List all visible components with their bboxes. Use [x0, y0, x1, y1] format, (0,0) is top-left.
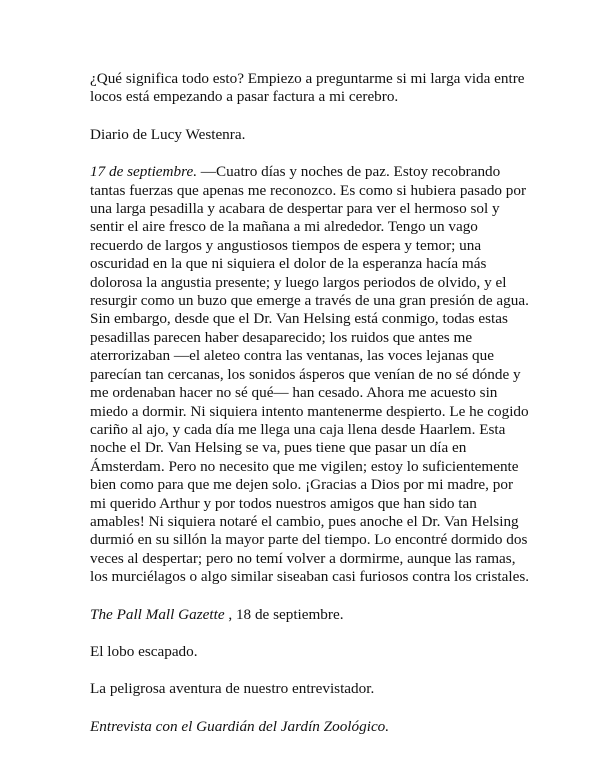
headline-interview: Entrevista con el Guardián del Jardín Zoológico.	[90, 717, 390, 735]
diary-entry	[90, 163, 530, 586]
document-page	[90, 70, 530, 755]
entry-text: —Cuatro días y noches de paz. Estoy recobrando tantas fuerzas que apenas me reconozco. Es como si hubiera pasado por una larga pesadilla y acabara de despertar para ver el hermoso sol y sentir el aire fresco de la mañana a mi alrededor. Tengo un vago recuerdo de largos y angustiosos tiempos de espera y temor; una oscuridad en la que ni siquiera el dolor de la esperanza hacía más dolorosa la angustia presente; y luego largos periodos de olvido, y el resurgir como un buzo que emerge a través de una gran presión de agua. Sin embargo, desde que el Dr. Van Helsing está conmigo, todas estas pesadillas parecen haber desaparecido; los ruidos que antes me aterrorizaban —el aleteo contra las ventanas, las voces lejanas que parecían tan cercanas, los sonidos ásperos que venían de no sé dónde y me ordenaban hacer no sé qué— han cesado. Ahora me acuesto sin miedo a dormir. Ni siquiera intento mantenerme despierto. Le he cogido cariño al ajo, y cada día me llega una caja llena desde Haarlem. Esta noche el Dr. Van Helsing se va, pues tiene que pasar un día en Ámsterdam. Pero no necesito que me vigilen; estoy lo suficientemente bien como para que me dejen solo. ¡Gracias a Dios por mi madre, por mi querido Arthur y por todos nuestros amigos que han sido tan amables! Ni siquiera notaré el cambio, pues anoche el Dr. Van Helsing durmió en su sillón la mayor parte del tiempo. Lo encontré dormido dos veces al despertar; pero no temí volver a dormirme, aunque las ramas, los murciélagos o algo similar siseaban casi furiosos contra los cristales.	[90, 163, 530, 586]
headline-adventure: La peligrosa aventura de nuestro entrevistador.	[90, 680, 375, 698]
gazette-line	[90, 606, 530, 624]
diary-heading: Diario de Lucy Westenra.	[90, 125, 246, 143]
entry-date: 17 de septiembre.	[90, 163, 197, 181]
gazette-title: The Pall Mall Gazette	[90, 605, 225, 623]
gazette-date: , 18 de septiembre.	[224, 605, 344, 623]
intro-paragraph: ¿Qué significa todo esto? Empiezo a preguntarme si mi larga vida entre locos está empezando a pasar factura a mi cerebro.	[90, 70, 525, 106]
headline-wolf: El lobo escapado.	[90, 642, 198, 660]
